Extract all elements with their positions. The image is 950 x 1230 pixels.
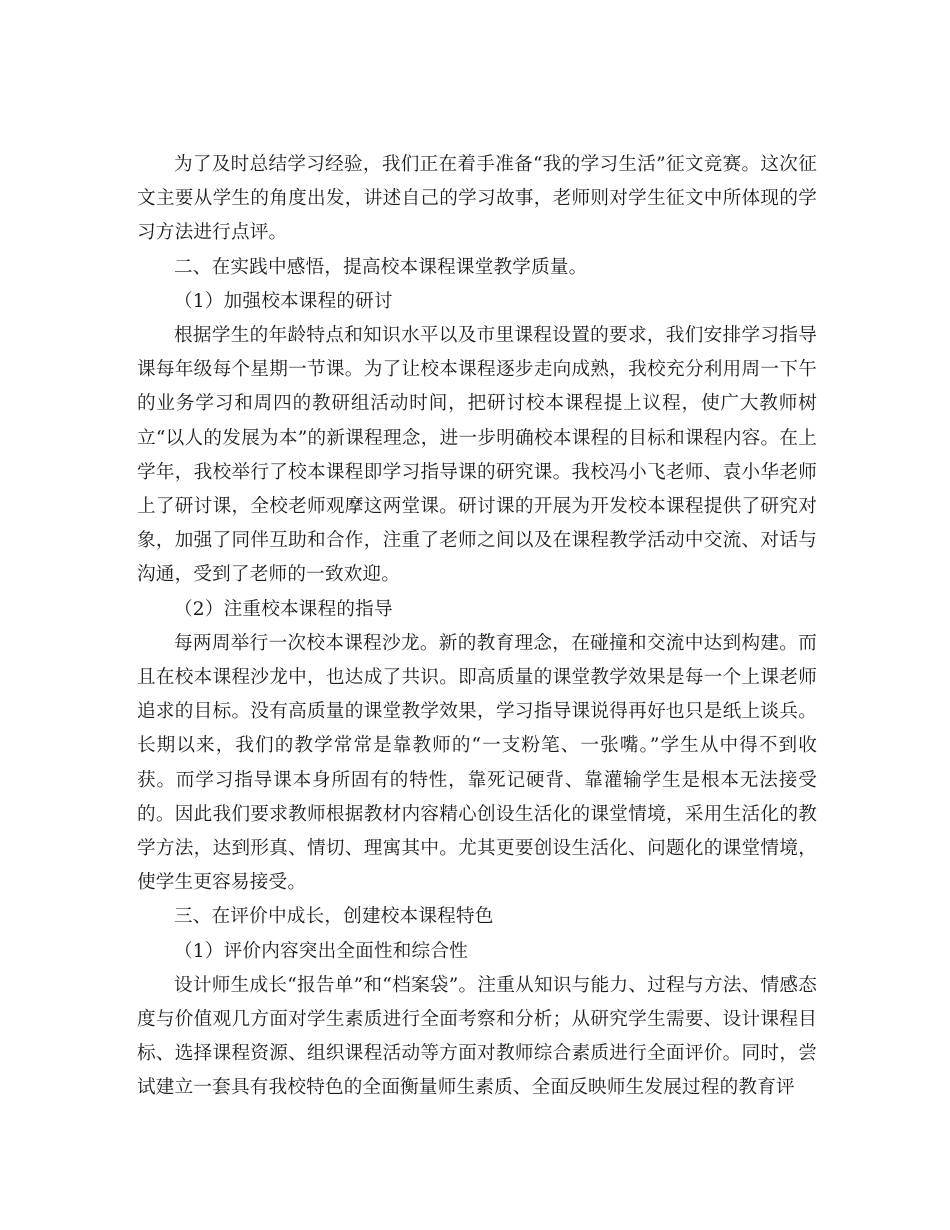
document-body	[137, 148, 817, 1106]
section-heading-evaluation: 三、在评价中成长，创建校本课程特色	[174, 906, 494, 928]
paragraph-evaluation: 设计师生成长“报告单”和“档案袋”。注重从知识与能力、过程与方法、情感态度与价值观几方面对学生素质进行全面考察和分析；从研究学生需要、设计课程目标、选择课程资源、组织课程活动等方面对教师综合素质进行全面评价。同时，尝试建立一套具有我校特色的全面衡量师生素质、全面反映师生发展过程的教育评	[137, 974, 817, 1099]
section-heading-practice: 二、在实践中感悟，提高校本课程课堂教学质量。	[174, 256, 588, 278]
subheading-evaluation-content: （1）评价内容突出全面性和综合性	[174, 940, 468, 962]
subheading-guidance: （2）注重校本课程的指导	[174, 598, 393, 620]
paragraph-essay-contest: 为了及时总结学习经验，我们正在着手准备“我的学习生活”征文竞赛。这次征文主要从学生的角度出发，讲述自己的学习故事，老师则对学生征文中所体现的学习方法进行点评。	[137, 154, 817, 244]
paragraph-guidance: 每两周举行一次校本课程沙龙。新的教育理念，在碰撞和交流中达到构建。而且在校本课程沙龙中，也达成了共识。即高质量的课堂教学效果是每一个上课老师追求的目标。没有高质量的课堂教学效果，学习指导课说得再好也只是纸上谈兵。长期以来，我们的教学常常是靠教师的“一支粉笔、一张嘴。”学生从中得不到收获。而学习指导课本身所固有的特性，靠死记硬背、靠灌输学生是根本无法接受的。因此我们要求教师根据教材内容精心创设生活化的课堂情境，采用生活化的教学方法，达到形真、情切、理寓其中。尤其更要创设生活化、问题化的课堂情境，使学生更容易接受。	[137, 632, 817, 894]
paragraph-research: 根据学生的年龄特点和知识水平以及市里课程设置的要求，我们安排学习指导课每年级每个星期一节课。为了让校本课程逐步走向成熟，我校充分利用周一下午的业务学习和周四的教研组活动时间，把研讨校本课程提上议程，使广大教师树立“以人的发展为本”的新课程理念，进一步明确校本课程的目标和课程内容。在上学年，我校举行了校本课程即学习指导课的研究课。我校冯小飞老师、袁小华老师上了研讨课，全校老师观摩这两堂课。研讨课的开展为开发校本课程提供了研究对象，加强了同伴互助和合作，注重了老师之间以及在课程教学活动中交流、对话与沟通，受到了老师的一致欢迎。	[137, 325, 817, 586]
subheading-research: （1）加强校本课程的研讨	[174, 290, 393, 312]
